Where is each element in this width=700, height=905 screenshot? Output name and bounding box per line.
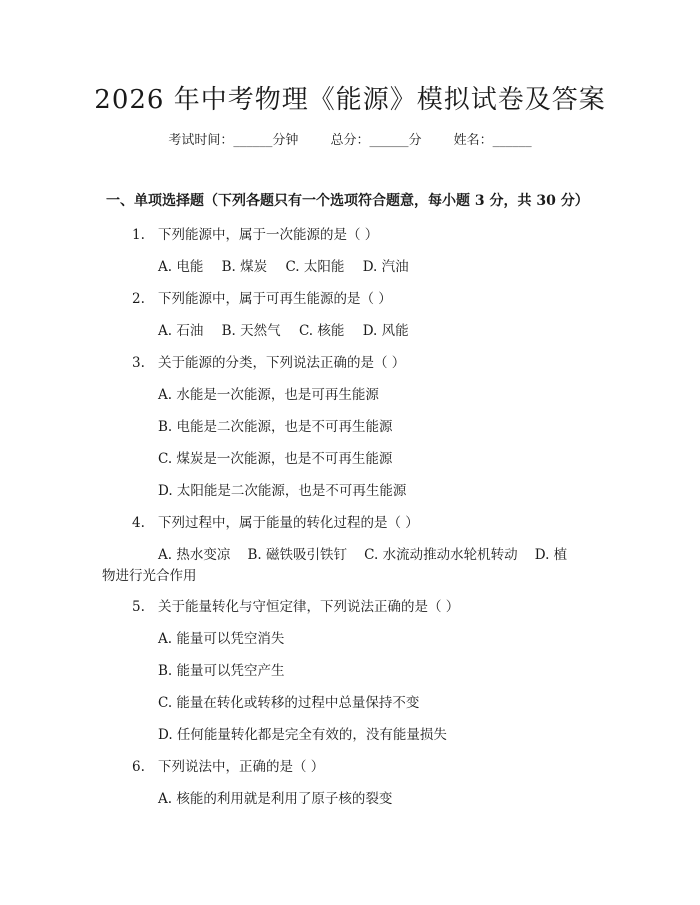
option-d: D. 汽油 (362, 259, 409, 275)
exam-info-line (0, 131, 700, 151)
option-d: D. 风能 (362, 323, 409, 339)
option-a: A. 能量可以凭空消失 (158, 631, 285, 647)
option-a: A. 石油 (158, 323, 204, 339)
question-text: 关于能量转化与守恒定律，下列说法正确的是（ ） (158, 599, 460, 615)
option-a: A. 核能的利用就是利用了原子核的裂变 (158, 791, 393, 807)
question-text: 下列过程中，属于能量的转化过程的是（ ） (158, 515, 419, 531)
question-text: 下列能源中，属于一次能源的是（ ） (158, 227, 379, 243)
question-text: 关于能源的分类，下列说法正确的是（ ） (158, 355, 406, 371)
question-2 (132, 288, 392, 310)
question-number: 4. (132, 515, 145, 531)
option-b: B. 煤炭 (221, 259, 268, 275)
question-number: 3. (132, 355, 145, 371)
question-number: 6. (132, 759, 145, 775)
question-4-options-line1: A. 热水变凉 B. 磁铁吸引铁钉 C. 水流动推动水轮机转动 D. 植 (158, 547, 568, 563)
section-heading: 一、单项选择题（下列各题只有一个选项符合题意，每小题 3 分，共 30 分） (106, 193, 589, 209)
question-5 (132, 596, 459, 618)
page-title: 2026 年中考物理《能源》模拟试卷及答案 (94, 85, 606, 115)
option-b: B. 电能是二次能源，也是不可再生能源 (158, 419, 393, 435)
total-score-field: 总分：______分 (330, 133, 422, 148)
question-4-options-line2: 物进行光合作用 (102, 568, 197, 584)
option-d: D. 太阳能是二次能源，也是不可再生能源 (158, 483, 407, 499)
question-3 (132, 352, 405, 374)
question-2-options (158, 320, 423, 342)
option-c: C. 太阳能 (285, 259, 345, 275)
option-b: B. 能量可以凭空产生 (158, 663, 285, 679)
option-a: A. 电能 (158, 259, 204, 275)
question-text: 下列能源中，属于可再生能源的是（ ） (158, 291, 392, 307)
question-6 (132, 756, 324, 778)
option-b: B. 天然气 (221, 323, 281, 339)
question-number: 2. (132, 291, 145, 307)
option-d: D. 任何能量转化都是完全有效的，没有能量损失 (158, 727, 447, 743)
question-text: 下列说法中，正确的是（ ） (158, 759, 325, 775)
question-4 (132, 512, 419, 534)
question-number: 1. (132, 227, 145, 243)
option-a: A. 水能是一次能源，也是可再生能源 (158, 387, 379, 403)
option-c: C. 能量在转化或转移的过程中总量保持不变 (158, 695, 420, 711)
question-1 (132, 224, 378, 246)
option-c: C. 核能 (298, 323, 345, 339)
option-c: C. 煤炭是一次能源，也是不可再生能源 (158, 451, 393, 467)
question-1-options (158, 256, 423, 278)
question-number: 5. (132, 599, 145, 615)
exam-time-field: 考试时间：______分钟 (168, 133, 299, 148)
student-name-field: 姓名：______ (453, 133, 532, 148)
